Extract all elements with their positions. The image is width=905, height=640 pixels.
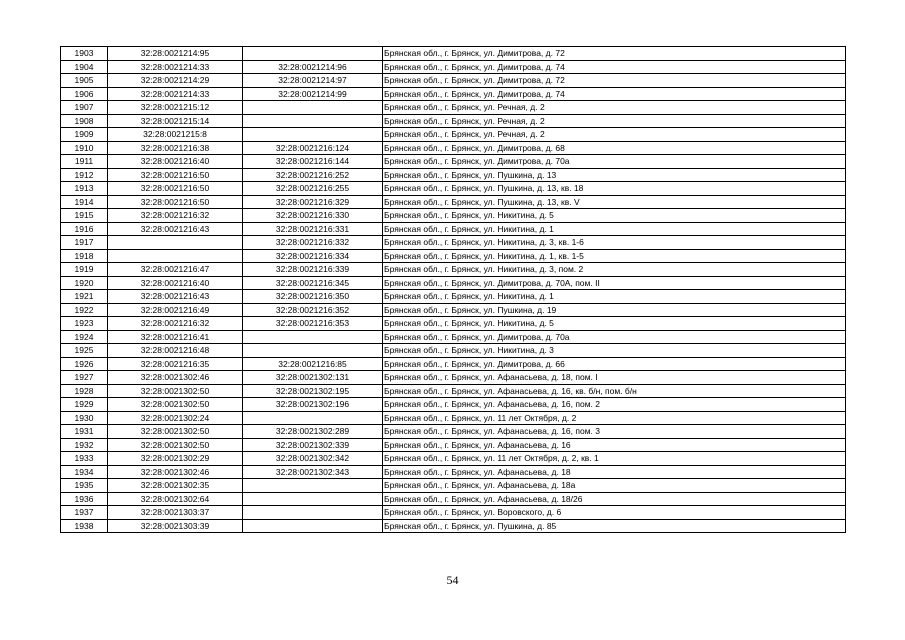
object-cadastral-number-cell: 32:28:0021216:124 xyxy=(243,141,383,155)
row-number-cell: 1918 xyxy=(61,249,108,263)
address-cell: Брянская обл., г. Брянск, ул. Пушкина, д. 13 xyxy=(383,168,846,182)
row-number-cell: 1934 xyxy=(61,465,108,479)
cadastral-number-cell: 32:28:0021216:40 xyxy=(108,155,243,169)
object-cadastral-number-cell: 32:28:0021302:196 xyxy=(243,398,383,412)
cadastral-number-cell: 32:28:0021303:37 xyxy=(108,506,243,520)
address-cell: Брянская обл., г. Брянск, ул. Димитрова, д. 72 xyxy=(383,74,846,88)
address-cell: Брянская обл., г. Брянск, ул. Афанасьева, д. 16, пом. 2 xyxy=(383,398,846,412)
object-cadastral-number-cell xyxy=(243,506,383,520)
table-row xyxy=(61,263,846,277)
address-cell: Брянская обл., г. Брянск, ул. Афанасьева, д. 18 xyxy=(383,465,846,479)
object-cadastral-number-cell: 32:28:0021216:144 xyxy=(243,155,383,169)
table-row xyxy=(61,465,846,479)
cadastral-number-cell: 32:28:0021215:12 xyxy=(108,101,243,115)
cadastral-number-cell: 32:28:0021216:47 xyxy=(108,263,243,277)
object-cadastral-number-cell xyxy=(243,344,383,358)
address-cell: Брянская обл., г. Брянск, ул. Димитрова, д. 70а xyxy=(383,330,846,344)
cadastral-number-cell: 32:28:0021216:50 xyxy=(108,195,243,209)
object-cadastral-number-cell: 32:28:0021216:345 xyxy=(243,276,383,290)
cadastral-number-cell: 32:28:0021216:48 xyxy=(108,344,243,358)
table-row xyxy=(61,398,846,412)
table-row xyxy=(61,60,846,74)
row-number-cell: 1937 xyxy=(61,506,108,520)
object-cadastral-number-cell: 32:28:0021216:334 xyxy=(243,249,383,263)
address-cell: Брянская обл., г. Брянск, ул. Речная, д. 2 xyxy=(383,128,846,142)
cadastral-number-cell xyxy=(108,236,243,250)
table-row xyxy=(61,384,846,398)
address-cell: Брянская обл., г. Брянск, ул. Димитрова, д. 68 xyxy=(383,141,846,155)
table-row xyxy=(61,479,846,493)
row-number-cell: 1923 xyxy=(61,317,108,331)
row-number-cell: 1936 xyxy=(61,492,108,506)
address-cell: Брянская обл., г. Брянск, ул. 11 лет Октября, д. 2, кв. 1 xyxy=(383,452,846,466)
cadastral-number-cell: 32:28:0021216:49 xyxy=(108,303,243,317)
address-cell: Брянская обл., г. Брянск, ул. Димитрова, д. 70А, пом. II xyxy=(383,276,846,290)
object-cadastral-number-cell: 32:28:0021216:331 xyxy=(243,222,383,236)
object-cadastral-number-cell: 32:28:0021302:342 xyxy=(243,452,383,466)
row-number-cell: 1903 xyxy=(61,47,108,61)
object-cadastral-number-cell: 32:28:0021214:99 xyxy=(243,87,383,101)
object-cadastral-number-cell xyxy=(243,519,383,533)
row-number-cell: 1924 xyxy=(61,330,108,344)
table-row xyxy=(61,519,846,533)
object-cadastral-number-cell xyxy=(243,128,383,142)
row-number-cell: 1909 xyxy=(61,128,108,142)
row-number-cell: 1933 xyxy=(61,452,108,466)
row-number-cell: 1927 xyxy=(61,371,108,385)
cadastral-number-cell: 32:28:0021303:39 xyxy=(108,519,243,533)
row-number-cell: 1912 xyxy=(61,168,108,182)
table-row xyxy=(61,411,846,425)
row-number-cell: 1925 xyxy=(61,344,108,358)
object-cadastral-number-cell: 32:28:0021216:330 xyxy=(243,209,383,223)
cadastral-number-cell: 32:28:0021302:50 xyxy=(108,398,243,412)
row-number-cell: 1911 xyxy=(61,155,108,169)
address-cell: Брянская обл., г. Брянск, ул. Никитина, д. 3, кв. 1-6 xyxy=(383,236,846,250)
table-row xyxy=(61,101,846,115)
object-cadastral-number-cell xyxy=(243,411,383,425)
object-cadastral-number-cell: 32:28:0021214:96 xyxy=(243,60,383,74)
row-number-cell: 1929 xyxy=(61,398,108,412)
table-row xyxy=(61,47,846,61)
cadastral-number-cell: 32:28:0021214:29 xyxy=(108,74,243,88)
cadastral-number-cell xyxy=(108,249,243,263)
table-row xyxy=(61,452,846,466)
row-number-cell: 1910 xyxy=(61,141,108,155)
table-row xyxy=(61,249,846,263)
property-table-body xyxy=(61,47,846,533)
object-cadastral-number-cell: 32:28:0021216:332 xyxy=(243,236,383,250)
address-cell: Брянская обл., г. Брянск, ул. Речная, д. 2 xyxy=(383,101,846,115)
row-number-cell: 1930 xyxy=(61,411,108,425)
address-cell: Брянская обл., г. Брянск, ул. Никитина, д. 1 xyxy=(383,290,846,304)
row-number-cell: 1914 xyxy=(61,195,108,209)
cadastral-number-cell: 32:28:0021302:50 xyxy=(108,438,243,452)
object-cadastral-number-cell: 32:28:0021216:353 xyxy=(243,317,383,331)
table-row xyxy=(61,371,846,385)
cadastral-number-cell: 32:28:0021302:64 xyxy=(108,492,243,506)
object-cadastral-number-cell: 32:28:0021302:339 xyxy=(243,438,383,452)
object-cadastral-number-cell xyxy=(243,101,383,115)
cadastral-number-cell: 32:28:0021216:50 xyxy=(108,182,243,196)
row-number-cell: 1922 xyxy=(61,303,108,317)
row-number-cell: 1932 xyxy=(61,438,108,452)
page-number: 54 xyxy=(446,573,459,587)
row-number-cell: 1926 xyxy=(61,357,108,371)
table-row xyxy=(61,425,846,439)
address-cell: Брянская обл., г. Брянск, ул. Никитина, д. 5 xyxy=(383,209,846,223)
cadastral-number-cell: 32:28:0021302:50 xyxy=(108,425,243,439)
address-cell: Брянская обл., г. Брянск, ул. Никитина, д. 5 xyxy=(383,317,846,331)
cadastral-number-cell: 32:28:0021216:43 xyxy=(108,222,243,236)
cadastral-number-cell: 32:28:0021302:29 xyxy=(108,452,243,466)
table-row xyxy=(61,114,846,128)
table-row xyxy=(61,276,846,290)
cadastral-number-cell: 32:28:0021214:95 xyxy=(108,47,243,61)
address-cell: Брянская обл., г. Брянск, ул. Димитрова, д. 74 xyxy=(383,60,846,74)
object-cadastral-number-cell: 32:28:0021302:131 xyxy=(243,371,383,385)
cadastral-number-cell: 32:28:0021216:32 xyxy=(108,317,243,331)
table-row xyxy=(61,222,846,236)
table-row xyxy=(61,141,846,155)
row-number-cell: 1907 xyxy=(61,101,108,115)
table-row xyxy=(61,357,846,371)
object-cadastral-number-cell: 32:28:0021216:339 xyxy=(243,263,383,277)
row-number-cell: 1935 xyxy=(61,479,108,493)
object-cadastral-number-cell xyxy=(243,114,383,128)
cadastral-number-cell: 32:28:0021302:24 xyxy=(108,411,243,425)
address-cell: Брянская обл., г. Брянск, ул. 11 лет Октября, д. 2 xyxy=(383,411,846,425)
table-row xyxy=(61,317,846,331)
object-cadastral-number-cell: 32:28:0021302:289 xyxy=(243,425,383,439)
cadastral-number-cell: 32:28:0021302:35 xyxy=(108,479,243,493)
address-cell: Брянская обл., г. Брянск, ул. Димитрова, д. 66 xyxy=(383,357,846,371)
address-cell: Брянская обл., г. Брянск, ул. Речная, д. 2 xyxy=(383,114,846,128)
row-number-cell: 1921 xyxy=(61,290,108,304)
object-cadastral-number-cell: 32:28:0021216:252 xyxy=(243,168,383,182)
address-cell: Брянская обл., г. Брянск, ул. Никитина, д. 1 xyxy=(383,222,846,236)
table-row xyxy=(61,168,846,182)
row-number-cell: 1928 xyxy=(61,384,108,398)
cadastral-number-cell: 32:28:0021302:50 xyxy=(108,384,243,398)
row-number-cell: 1931 xyxy=(61,425,108,439)
row-number-cell: 1915 xyxy=(61,209,108,223)
row-number-cell: 1904 xyxy=(61,60,108,74)
address-cell: Брянская обл., г. Брянск, ул. Афанасьева, д. 16 xyxy=(383,438,846,452)
object-cadastral-number-cell xyxy=(243,492,383,506)
table-row xyxy=(61,506,846,520)
object-cadastral-number-cell: 32:28:0021302:195 xyxy=(243,384,383,398)
cadastral-number-cell: 32:28:0021216:38 xyxy=(108,141,243,155)
object-cadastral-number-cell: 32:28:0021216:350 xyxy=(243,290,383,304)
address-cell: Брянская обл., г. Брянск, ул. Никитина, д. 3 xyxy=(383,344,846,358)
table-row xyxy=(61,87,846,101)
cadastral-number-cell: 32:28:0021214:33 xyxy=(108,60,243,74)
address-cell: Брянская обл., г. Брянск, ул. Никитина, д. 3, пом. 2 xyxy=(383,263,846,277)
row-number-cell: 1908 xyxy=(61,114,108,128)
address-cell: Брянская обл., г. Брянск, ул. Пушкина, д. 85 xyxy=(383,519,846,533)
cadastral-number-cell: 32:28:0021216:40 xyxy=(108,276,243,290)
cadastral-number-cell: 32:28:0021216:41 xyxy=(108,330,243,344)
row-number-cell: 1913 xyxy=(61,182,108,196)
table-row xyxy=(61,290,846,304)
table-row xyxy=(61,438,846,452)
cadastral-number-cell: 32:28:0021216:35 xyxy=(108,357,243,371)
object-cadastral-number-cell: 32:28:0021302:343 xyxy=(243,465,383,479)
table-row xyxy=(61,303,846,317)
address-cell: Брянская обл., г. Брянск, ул. Афанасьева, д. 18/26 xyxy=(383,492,846,506)
cadastral-number-cell: 32:28:0021214:33 xyxy=(108,87,243,101)
address-cell: Брянская обл., г. Брянск, ул. Пушкина, д. 13, кв. 18 xyxy=(383,182,846,196)
object-cadastral-number-cell: 32:28:0021216:329 xyxy=(243,195,383,209)
object-cadastral-number-cell xyxy=(243,47,383,61)
address-cell: Брянская обл., г. Брянск, ул. Афанасьева, д. 16, пом. 3 xyxy=(383,425,846,439)
address-cell: Брянская обл., г. Брянск, ул. Афанасьева, д. 18а xyxy=(383,479,846,493)
address-cell: Брянская обл., г. Брянск, ул. Афанасьева, д. 16, кв. б/н, пом. б/н xyxy=(383,384,846,398)
address-cell: Брянская обл., г. Брянск, ул. Димитрова, д. 72 xyxy=(383,47,846,61)
table-row xyxy=(61,74,846,88)
table-row xyxy=(61,182,846,196)
cadastral-number-cell: 32:28:0021302:46 xyxy=(108,371,243,385)
cadastral-number-cell: 32:28:0021216:32 xyxy=(108,209,243,223)
address-cell: Брянская обл., г. Брянск, ул. Пушкина, д. 19 xyxy=(383,303,846,317)
address-cell: Брянская обл., г. Брянск, ул. Воровского, д. 6 xyxy=(383,506,846,520)
address-cell: Брянская обл., г. Брянск, ул. Никитина, д. 1, кв. 1-5 xyxy=(383,249,846,263)
table-row xyxy=(61,330,846,344)
table-row xyxy=(61,128,846,142)
table-row xyxy=(61,209,846,223)
cadastral-number-cell: 32:28:0021215:8 xyxy=(108,128,243,142)
row-number-cell: 1917 xyxy=(61,236,108,250)
table-row xyxy=(61,155,846,169)
object-cadastral-number-cell: 32:28:0021214:97 xyxy=(243,74,383,88)
object-cadastral-number-cell: 32:28:0021216:255 xyxy=(243,182,383,196)
cadastral-number-cell: 32:28:0021215:14 xyxy=(108,114,243,128)
table-row xyxy=(61,236,846,250)
cadastral-number-cell: 32:28:0021216:50 xyxy=(108,168,243,182)
row-number-cell: 1920 xyxy=(61,276,108,290)
row-number-cell: 1906 xyxy=(61,87,108,101)
row-number-cell: 1916 xyxy=(61,222,108,236)
object-cadastral-number-cell: 32:28:0021216:85 xyxy=(243,357,383,371)
cadastral-number-cell: 32:28:0021216:43 xyxy=(108,290,243,304)
object-cadastral-number-cell: 32:28:0021216:352 xyxy=(243,303,383,317)
table-row xyxy=(61,492,846,506)
row-number-cell: 1919 xyxy=(61,263,108,277)
address-cell: Брянская обл., г. Брянск, ул. Афанасьева, д. 18, пом. I xyxy=(383,371,846,385)
object-cadastral-number-cell xyxy=(243,330,383,344)
table-row xyxy=(61,344,846,358)
row-number-cell: 1938 xyxy=(61,519,108,533)
object-cadastral-number-cell xyxy=(243,479,383,493)
address-cell: Брянская обл., г. Брянск, ул. Пушкина, д. 13, кв. V xyxy=(383,195,846,209)
table-row xyxy=(61,195,846,209)
property-table xyxy=(60,46,846,533)
row-number-cell: 1905 xyxy=(61,74,108,88)
address-cell: Брянская обл., г. Брянск, ул. Димитрова, д. 70а xyxy=(383,155,846,169)
cadastral-number-cell: 32:28:0021302:46 xyxy=(108,465,243,479)
address-cell: Брянская обл., г. Брянск, ул. Димитрова, д. 74 xyxy=(383,87,846,101)
